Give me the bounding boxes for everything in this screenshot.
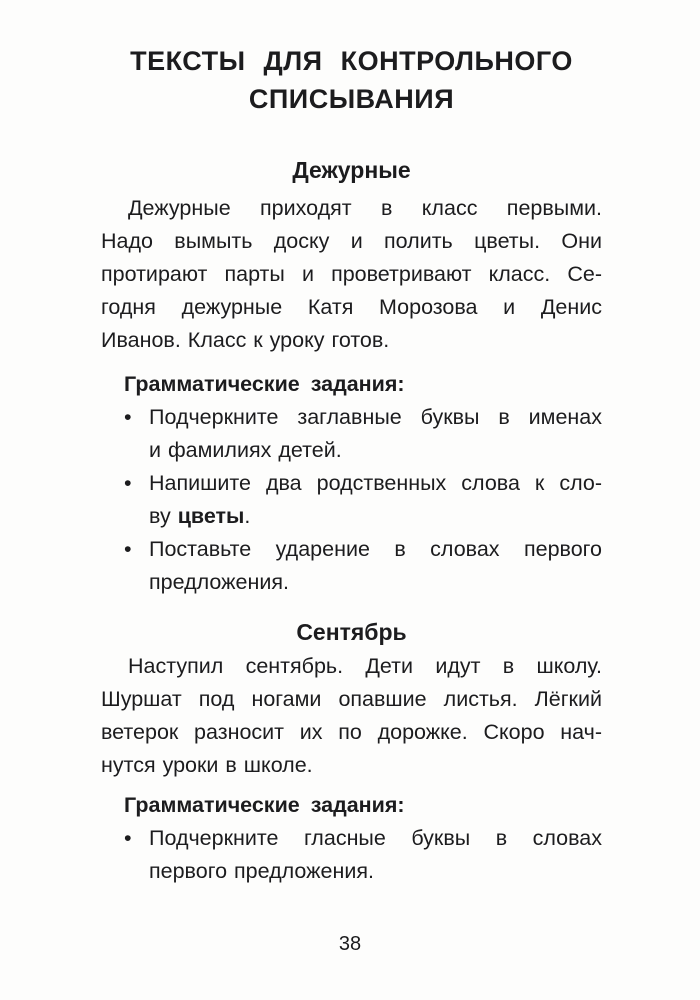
bullet-icon: •: [124, 471, 132, 495]
task-text: [149, 533, 602, 599]
task-line: Напишите два родственных слова к сло-: [149, 471, 602, 495]
task-text: [149, 401, 602, 467]
task-item: [124, 401, 602, 467]
task-item: [124, 822, 602, 888]
tasks-block: [124, 368, 602, 599]
bullet-icon: •: [124, 826, 132, 850]
paragraph-line: протирают парты и проветривают класс. Се-: [101, 262, 602, 286]
task-line-bold-word: цветы: [177, 504, 245, 528]
section-paragraph: [101, 192, 602, 357]
paragraph-line: нутся уроки в школе.: [101, 753, 313, 777]
page-title-line-1: ТЕКСТЫ ДЛЯ КОНТРОЛЬНОГО: [130, 46, 573, 76]
page-title-line-2: СПИСЫВАНИЯ: [248, 84, 455, 114]
paragraph-line: ветерок разносит их по дорожке. Скоро нач-: [101, 720, 602, 744]
task-line: первого предложения.: [149, 859, 374, 883]
bullet-icon: •: [124, 405, 132, 429]
task-line: Поставьте ударение в словах первого: [149, 537, 602, 561]
tasks-heading: Грамматические задания:: [124, 793, 405, 817]
task-text: [149, 467, 602, 533]
task-line: Подчеркните гласные буквы в словах: [149, 826, 602, 850]
section-heading-dezhurnye: Дежурные: [292, 157, 411, 183]
tasks-block: [124, 789, 602, 888]
page-number: 38: [338, 933, 362, 955]
page-title: [101, 42, 602, 118]
tasks-heading: Грамматические задания:: [124, 372, 405, 396]
task-line: Подчеркните заглавные буквы в именах: [149, 405, 602, 429]
bullet-icon: •: [124, 537, 132, 561]
task-item: [124, 533, 602, 599]
task-line-suffix: .: [244, 504, 251, 528]
task-line: предложения.: [149, 570, 289, 594]
paragraph-line: Иванов. Класс к уроку готов.: [101, 328, 390, 352]
task-line: и фамилиях детей.: [149, 438, 342, 462]
task-line: [149, 500, 602, 533]
task-text: [149, 822, 602, 888]
paragraph-line: Шуршат под ногами опавшие листья. Лёгкий: [101, 687, 602, 711]
section-heading-sentyabr: Сентябрь: [296, 619, 407, 645]
paragraph-line: годня дежурные Катя Морозова и Денис: [101, 295, 602, 319]
page-content: [101, 0, 602, 888]
paragraph-line: Дежурные приходят в класс первыми.: [128, 196, 602, 220]
paragraph-line: Надо вымыть доску и полить цветы. Они: [101, 229, 602, 253]
task-item: [124, 467, 602, 533]
task-line-prefix: ву: [149, 504, 178, 528]
paragraph-line: Наступил сентябрь. Дети идут в школу.: [128, 654, 602, 678]
section-paragraph: [101, 650, 602, 782]
